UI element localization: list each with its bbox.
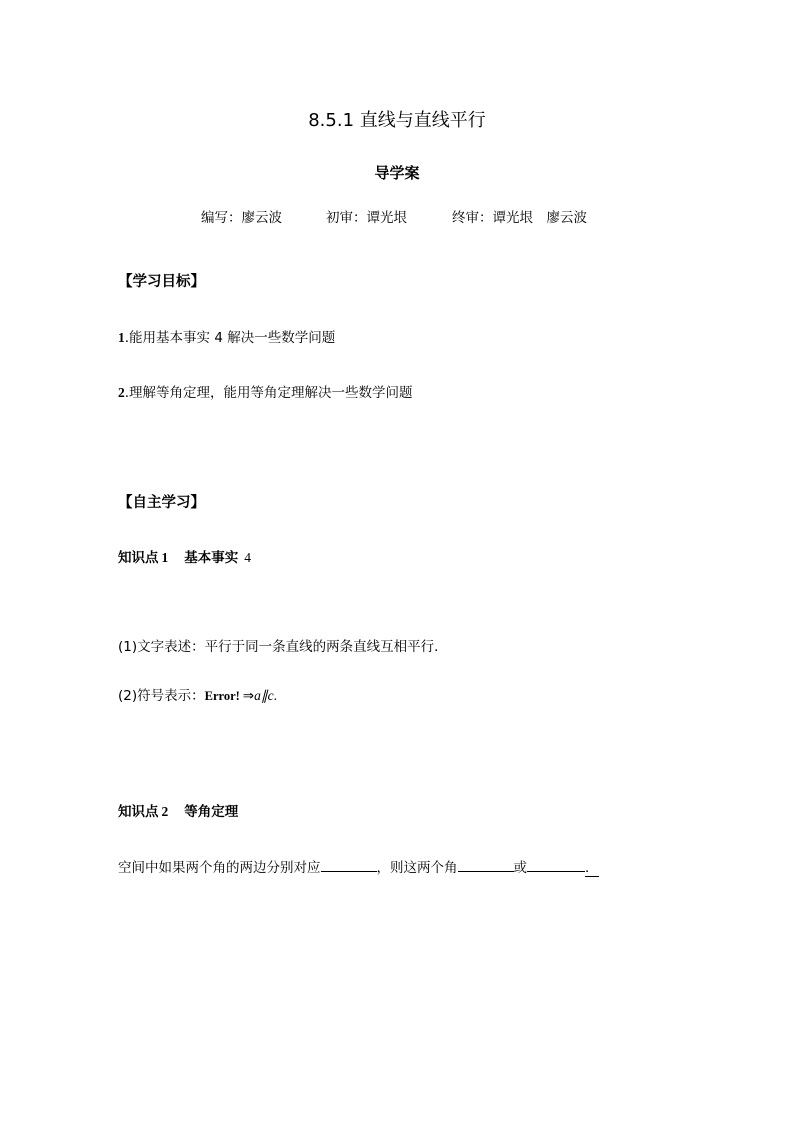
kp-title: 基本事实 [184,550,239,566]
objectives-heading: 【学习目标】 [118,274,205,290]
kp-number: 1 [161,550,169,565]
author: 编写：廖云波 [201,210,282,226]
kp2-statement [118,856,599,876]
kp1-statement-prefix: (1)文字表述： [118,639,205,655]
kp1-statement-text: 平行于同一条直线的两条直线互相平行． [204,639,448,655]
fill-blank-3[interactable] [527,857,585,872]
kp-title-number: 4 [244,550,251,565]
page-title: 8.5.1 直线与直线平行 [308,110,486,131]
fill-blank-1[interactable] [321,857,377,872]
kp-title: 等角定理 [184,804,239,820]
reviewer: 初审：谭光垠 [326,210,407,226]
page-subtitle: 导学案 [374,164,420,182]
self-study-heading: 【自主学习】 [118,495,205,511]
period: . [273,688,277,703]
kp2-text-2: ，则这两个角 [376,860,458,876]
kp-label: 知识点 [118,804,159,820]
kp-number: 2 [161,804,169,819]
kp1-text-statement [118,635,448,655]
kp1-symbol-statement [118,684,277,704]
kp2-end-period: ． [585,860,599,876]
error-field: Error! [204,689,240,703]
kp2-text-1: 空间中如果两个角的两边分别对应 [118,860,321,876]
fill-blank-2[interactable] [458,857,514,872]
objective-text: .能用基本事实 4 解决一些数学问题 [124,330,336,346]
knowledge-point-1-heading [118,546,251,566]
objective-item-1 [118,326,335,346]
parallel-expression: a∥c [254,688,274,703]
objective-number: 2 [118,385,125,400]
objective-text: .理解等角定理，能用等角定理解决一些数学问题 [124,385,413,401]
kp1-symbol-prefix: (2)符号表示： [118,688,205,704]
kp-label: 知识点 [118,550,159,566]
kp2-text-3: 或 [513,860,527,876]
knowledge-point-2-heading [118,800,238,820]
final-reviewer: 终审：谭光垠 廖云波 [452,210,587,226]
implies-symbol: ⇒ [242,688,255,703]
objective-number: 1 [118,330,125,345]
objective-item-2 [118,381,413,401]
